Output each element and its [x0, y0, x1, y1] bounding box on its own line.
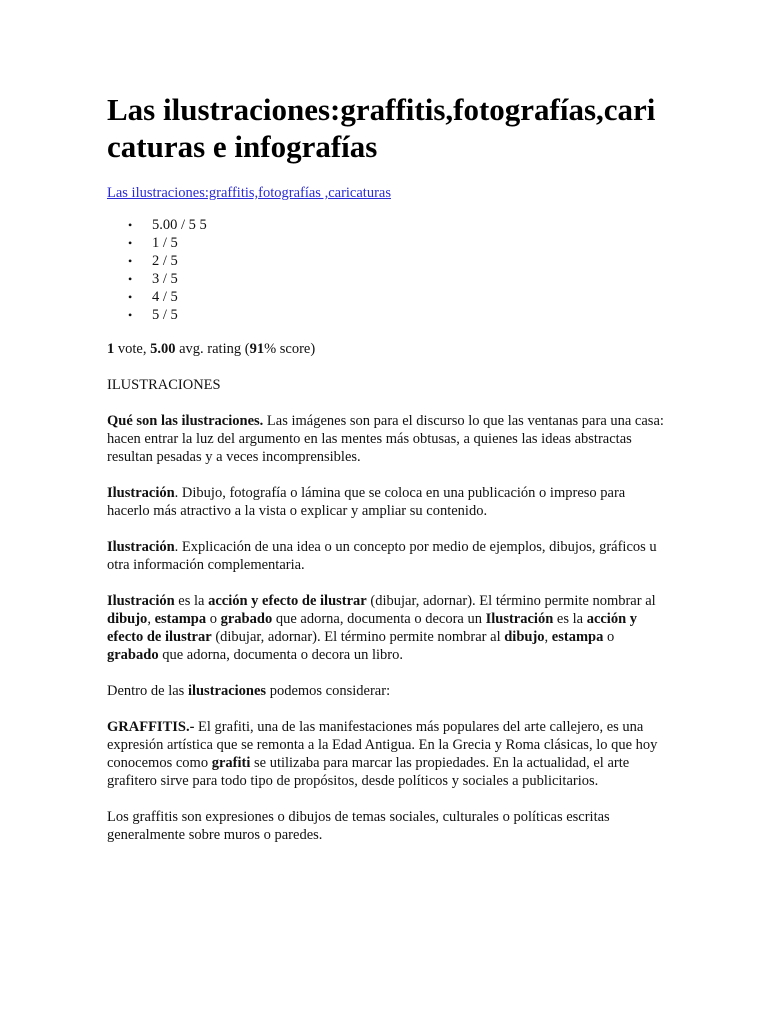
document-title: Las ilustraciones:graffitis,fotografías,caricaturas e infografías	[107, 92, 656, 164]
rating-list	[107, 216, 667, 324]
bullet-icon: •	[128, 218, 133, 232]
document-link[interactable]: Las ilustraciones:graffitis,fotografías ,caricaturas	[107, 185, 391, 201]
paragraph-definition: Qué son las ilustraciones. Las imágenes son para el discurso lo que las ventanas para una casa: hacen entrar la luz del argumento en las mentes más obtusas, a quienes las ideas abstractas resultan pesadas y a veces incomprensibles.	[107, 413, 664, 465]
bullet-icon: •	[128, 290, 133, 304]
bullet-icon: •	[128, 272, 133, 286]
vote-summary: 1 vote, 5.00 avg. rating (91% score)	[107, 341, 316, 357]
rating-item[interactable]	[107, 216, 667, 234]
paragraph-consider: Dentro de las ilustraciones podemos considerar:	[107, 683, 391, 699]
rating-item[interactable]	[107, 234, 667, 252]
rating-item-label: 5.00 / 5 5	[152, 217, 207, 233]
vote-average: 5.00	[150, 341, 176, 357]
document-page	[107, 0, 667, 844]
rating-item-label: 4 / 5	[152, 289, 178, 305]
paragraph-ilustracion-1: Ilustración. Dibujo, fotografía o lámina que se coloca en una publicación o impreso para hacerlo más atractivo a la vista o explicar y ampliar su contenido.	[107, 485, 626, 519]
rating-item[interactable]	[107, 306, 667, 324]
rating-item[interactable]	[107, 270, 667, 288]
bullet-icon: •	[128, 254, 133, 268]
bullet-icon: •	[128, 308, 133, 322]
section-heading: ILUSTRACIONES	[107, 377, 221, 393]
paragraph-ilustracion-3: Ilustración es la acción y efecto de ilustrar (dibujar, adornar). El término permite nombrar al dibujo, estampa o grabado que adorna, documenta o decora un Ilustración es la acción y efecto de ilustrar (dibujar, adornar). El término permite nombrar al dibujo, estampa o grabado que adorna, documenta o decora un libro.	[107, 593, 656, 663]
rating-item[interactable]	[107, 252, 667, 270]
rating-item-label: 3 / 5	[152, 271, 178, 287]
rating-item-label: 5 / 5	[152, 307, 178, 323]
vote-score: 91	[249, 341, 265, 357]
bullet-icon: •	[128, 236, 133, 250]
rating-item-label: 2 / 5	[152, 253, 178, 269]
paragraph-ilustracion-2: Ilustración. Explicación de una idea o un concepto por medio de ejemplos, dibujos, gráficos u otra información complementaria.	[107, 539, 657, 573]
rating-item[interactable]	[107, 288, 667, 306]
paragraph-graffitis: GRAFFITIS.- El grafiti, una de las manifestaciones más populares del arte callejero, es una expresión artística que se remonta a la Edad Antigua. En la Grecia y Roma clásicas, lo que hoy conocemos como grafiti se utilizaba para marcar las propiedades. En la actualidad, el arte grafitero sirve para todo tipo de propósitos, desde políticos y sociales a publicitarios.	[107, 719, 658, 789]
vote-count: 1	[107, 341, 115, 357]
rating-item-label: 1 / 5	[152, 235, 178, 251]
paragraph-graffitis-definition: Los graffitis son expresiones o dibujos de temas sociales, culturales o políticas escritas generalmente sobre muros o paredes.	[107, 809, 610, 843]
